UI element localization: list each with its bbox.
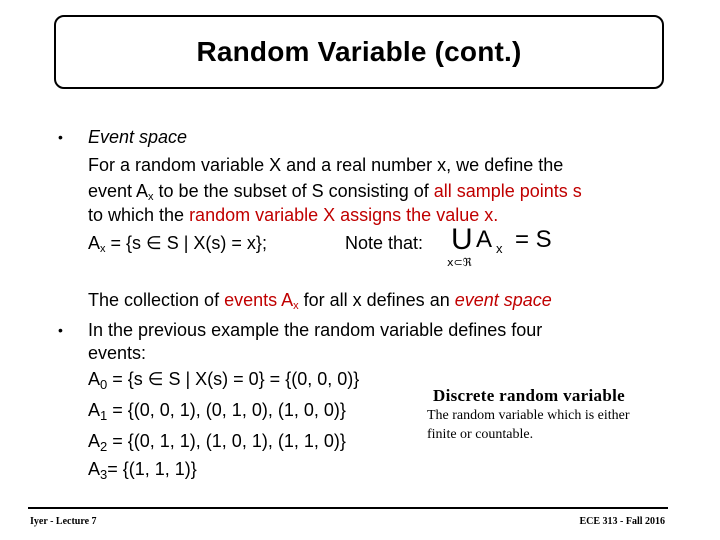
event-a0 — [88, 368, 359, 396]
footer-left: Iyer - Lecture 7 — [30, 516, 97, 527]
def2-red: all sample points s — [433, 181, 582, 201]
definition-text-1: For a random variable X and a real number x, we define the — [88, 155, 564, 175]
union-symbol: U — [451, 223, 473, 256]
a3-a: A — [88, 459, 101, 479]
union-sub: x — [496, 241, 503, 256]
evdef-b: = {s — [105, 233, 147, 253]
a2-sub: 2 — [100, 439, 108, 454]
example-line-2: events: — [88, 343, 147, 363]
a0-element-of: ∈ — [147, 369, 164, 390]
footer-divider — [28, 507, 668, 509]
a3-sub: 3 — [100, 467, 108, 482]
footer-right: ECE 313 - Fall 2016 — [579, 516, 665, 527]
a1-b: = {(0, 0, 1), (0, 1, 0), (1, 0, 0)} — [107, 400, 346, 420]
a0-c: S | X(s) = 0} = {(0, 0, 0)} — [163, 369, 360, 389]
def3-text-a: to which the — [88, 205, 190, 225]
event-space-heading: Event space — [88, 127, 188, 147]
def2-text-a: event A — [88, 181, 149, 201]
event-a2 — [88, 430, 346, 458]
collection-sub: x — [293, 300, 299, 312]
a0-a: A — [88, 369, 101, 389]
a2-b: = {(0, 1, 1), (1, 0, 1), (1, 1, 0)} — [107, 431, 346, 451]
discrete-heading: Discrete random variable — [433, 386, 625, 405]
definition-line-1 — [88, 154, 563, 176]
element-of-symbol: ∈ — [146, 233, 162, 254]
bullet-1: • — [58, 129, 63, 145]
event-a1 — [88, 399, 346, 427]
event-definition — [88, 232, 267, 260]
definition-line-3 — [88, 204, 498, 226]
def2-text-b: to be the subset of S consisting of — [153, 181, 434, 201]
evdef-sub: x — [100, 243, 106, 255]
collection-red: events A — [224, 290, 294, 310]
slide-title: Random Variable (cont.) — [196, 36, 522, 67]
note-label: Note that: — [345, 233, 424, 253]
event-a3 — [88, 458, 197, 486]
union-index: x⊂ℜ — [447, 256, 472, 269]
a1-a: A — [88, 400, 101, 420]
collection-red-italic: event space — [454, 290, 552, 310]
bullet-2: • — [58, 322, 63, 338]
a2-a: A — [88, 431, 101, 451]
title-box — [54, 15, 664, 89]
collection-line — [88, 289, 552, 317]
union-a: A — [476, 226, 493, 253]
evdef-a: A — [88, 233, 101, 253]
example-line-1: In the previous example the random variable defines four — [88, 320, 543, 340]
union-equals-s: = S — [515, 226, 552, 253]
def3-red: random variable X assigns the value x. — [189, 205, 499, 225]
a0-b: = {s — [107, 369, 148, 389]
collection-b: for all x defines an — [298, 290, 455, 310]
discrete-desc-2: finite or countable. — [427, 427, 534, 442]
discrete-desc-1: The random variable which is either — [427, 408, 630, 423]
evdef-c: S | X(s) = x}; — [161, 233, 267, 253]
a1-sub: 1 — [100, 408, 108, 423]
a0-sub: 0 — [100, 377, 108, 392]
collection-a: The collection of — [88, 290, 225, 310]
a3-b: = {(1, 1, 1)} — [107, 459, 197, 479]
def2-sub: x — [148, 191, 154, 203]
